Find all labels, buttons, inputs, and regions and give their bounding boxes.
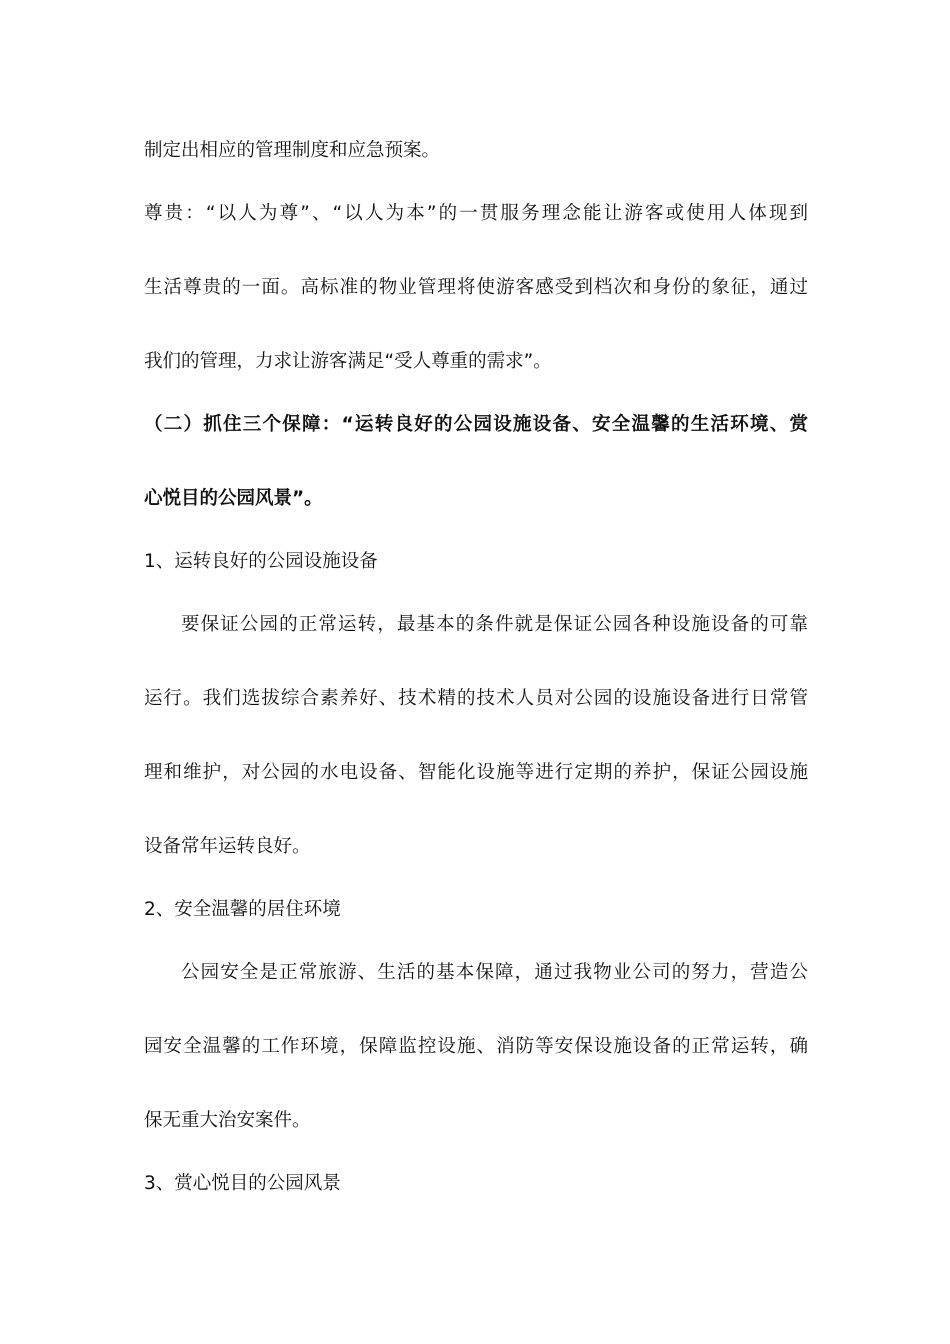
paragraph-line: 理和维护，对公园的水电设备、智能化设施等进行定期的养护，保证公园设施 <box>144 762 808 783</box>
paragraph-line: 我们的管理，力求让游客满足“受人尊重的需求”。 <box>144 351 552 372</box>
subsection-heading: 2、安全温馨的居住环境 <box>144 899 341 920</box>
paragraph-line: 要保证公园的正常运转，最基本的条件就是保证公园各种设施设备的可靠 <box>181 614 808 635</box>
section-heading: 心悦目的公园风景”。 <box>144 488 323 509</box>
paragraph-line: 公园安全是正常旅游、生活的基本保障，通过我物业公司的努力，营造公 <box>181 962 808 983</box>
paragraph-line: 设备常年运转良好。 <box>144 836 311 857</box>
paragraph-line: 运行。我们选拔综合素养好、技术精的技术人员对公园的设施设备进行日常管 <box>144 688 808 709</box>
section-heading: （二）抓住三个保障：“运转良好的公园设施设备、安全温馨的生活环境、赏 <box>144 414 808 435</box>
paragraph-line: 园安全温馨的工作环境，保障监控设施、消防等安保设施设备的正常运转，确 <box>144 1036 808 1057</box>
paragraph-line: 生活尊贵的一面。高标准的物业管理将使游客感受到档次和身份的象征，通过 <box>144 277 808 298</box>
paragraph-line: 制定出相应的管理制度和应急预案。 <box>144 140 441 161</box>
paragraph-line: 保无重大治安案件。 <box>144 1110 311 1131</box>
paragraph-line: 尊贵：“以人为尊”、“以人为本”的一贯服务理念能让游客或使用人体现到 <box>144 203 808 224</box>
subsection-heading: 3、赏心悦目的公园风景 <box>144 1173 341 1194</box>
subsection-heading: 1、运转良好的公园设施设备 <box>144 551 378 572</box>
